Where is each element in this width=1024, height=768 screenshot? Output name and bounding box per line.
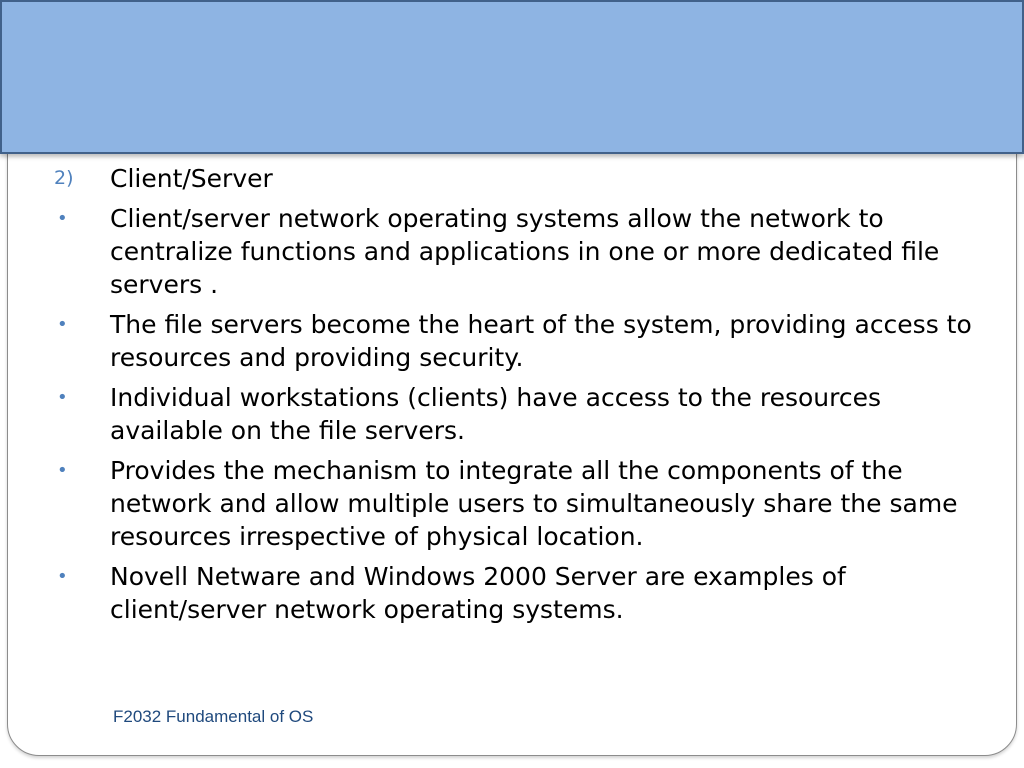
bullet-icon: • bbox=[57, 387, 68, 408]
bullet-text: Novell Netware and Windows 2000 Server are examples of client/server network operating systems. bbox=[110, 562, 846, 624]
numbered-heading bbox=[48, 162, 978, 195]
bullet-item bbox=[48, 202, 978, 301]
title-banner bbox=[0, 0, 1024, 154]
bullet-text: Provides the mechanism to integrate all the components of the network and allow multiple users to simultaneously share the same resources irrespective of physical location. bbox=[110, 456, 958, 551]
bullet-text: The file servers become the heart of the system, providing access to resources and providing security. bbox=[110, 310, 972, 372]
heading-number: 2) bbox=[54, 167, 74, 189]
slide-footer: F2032 Fundamental of OS bbox=[113, 707, 314, 726]
heading-text: Client/Server bbox=[110, 164, 273, 193]
bullet-item bbox=[48, 308, 978, 374]
bullet-icon: • bbox=[57, 314, 68, 335]
bullet-text: Individual workstations (clients) have access to the resources available on the file servers. bbox=[110, 383, 881, 445]
bullet-icon: • bbox=[57, 460, 68, 481]
bullet-icon: • bbox=[57, 566, 68, 587]
bullet-item bbox=[48, 381, 978, 447]
bullet-text: Client/server network operating systems allow the network to centralize functions and applications in one or more dedicated file servers . bbox=[110, 204, 940, 299]
bullet-icon: • bbox=[57, 208, 68, 229]
bullet-item bbox=[48, 560, 978, 626]
bullet-item bbox=[48, 454, 978, 553]
slide-body bbox=[48, 162, 978, 626]
